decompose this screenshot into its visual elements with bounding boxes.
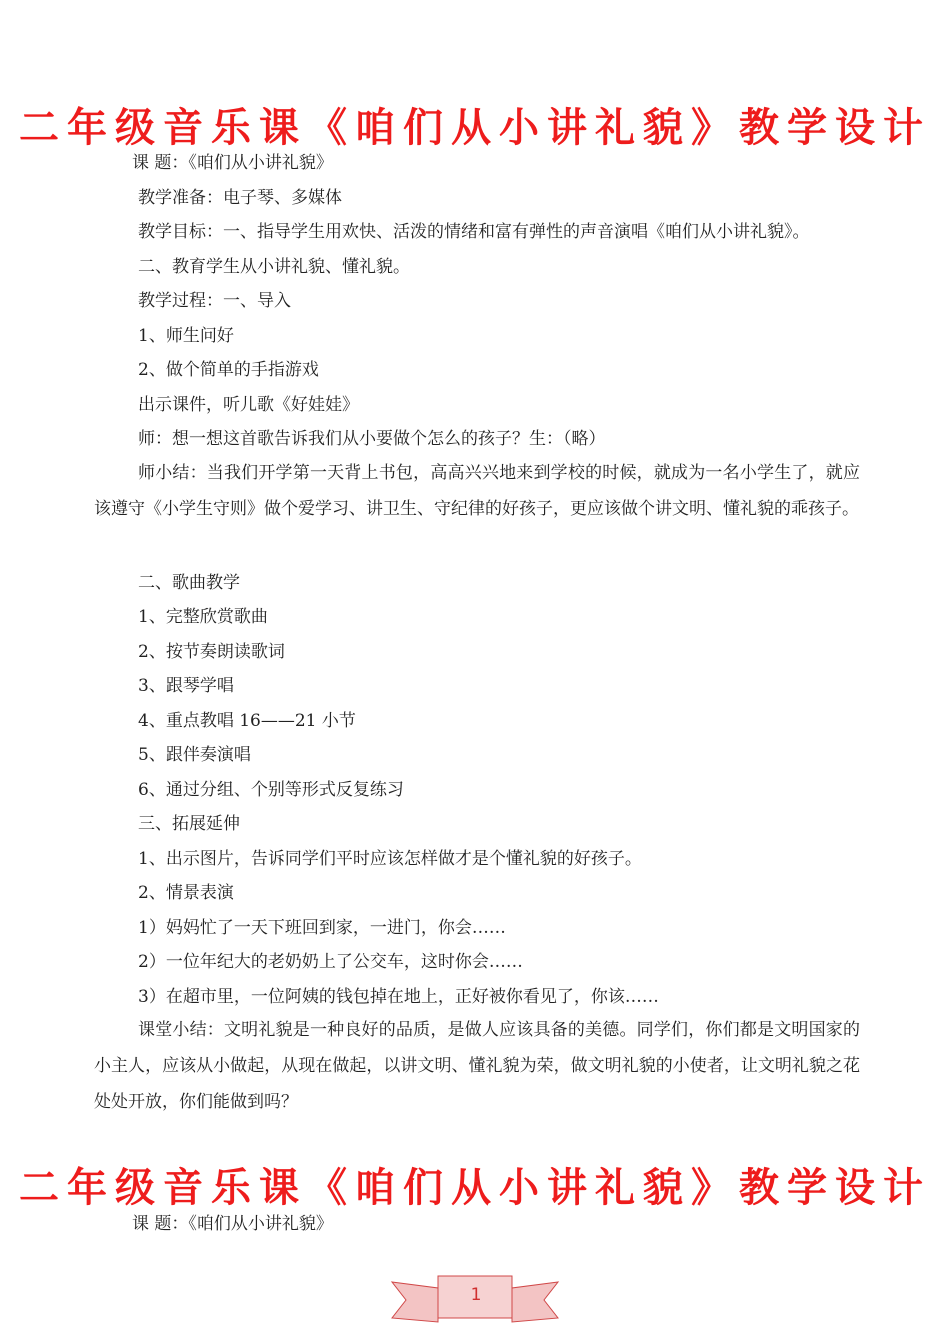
goal-line-2: 二、教育学生从小讲礼貌、懂礼貌。 (138, 257, 410, 277)
teacher-question: 师：想一想这首歌告诉我们从小要做个怎么的孩子？生：（略） (138, 429, 606, 449)
song-step-4: 4、重点教唱 16——21 小节 (138, 711, 356, 731)
extension-1: 1、出示图片，告诉同学们平时应该怎样做才是个懂礼貌的好孩子。 (138, 849, 642, 869)
scene-1: 1）妈妈忙了一天下班回到家，一进门，你会…… (138, 918, 506, 938)
section-3-heading: 三、拓展延伸 (138, 814, 240, 834)
subject-line: 课 题：《咱们从小讲礼貌》 (132, 153, 333, 173)
process-heading: 教学过程：一、导入 (138, 291, 291, 311)
scene-3: 3）在超市里，一位阿姨的钱包掉在地上，正好被你看见了，你该…… (138, 987, 659, 1007)
teacher-summary-paragraph: 师小结：当我们开学第一天背上书包，高高兴兴地来到学校的时候，就成为一名小学生了，就应该遵守《小学生守则》做个爱学习、讲卫生、守纪律的好孩子，更应该做个讲文明、懂礼貌的乖孩子。 (94, 463, 860, 519)
page-number: 1 (470, 1285, 482, 1305)
goal-line-1: 教学目标：一、指导学生用欢快、活泼的情绪和富有弹性的声音演唱《咱们从小讲礼貌》。 (138, 222, 810, 242)
extension-2: 2、情景表演 (138, 883, 234, 903)
song-step-6: 6、通过分组、个别等形式反复练习 (138, 780, 404, 800)
scene-2: 2）一位年纪大的老奶奶上了公交车，这时你会…… (138, 952, 523, 972)
subject-line-repeat: 课 题：《咱们从小讲礼貌》 (132, 1214, 333, 1234)
class-summary-paragraph: 课堂小结：文明礼貌是一种良好的品质，是做人应该具备的美德。同学们，你们都是文明国家的小主人，应该从小做起，从现在做起，以讲文明、懂礼貌为荣，做文明礼貌的小使者，让文明礼貌之花处处开放，你们能做到吗？ (94, 1020, 860, 1112)
page-title-repeat: 二年级音乐课《咱们从小讲礼貌》教学设计 (19, 1165, 931, 1211)
song-step-3: 3、跟琴学唱 (138, 676, 234, 696)
song-step-2: 2、按节奏朗读歌词 (138, 642, 285, 662)
step-1: 1、师生问好 (138, 326, 234, 346)
song-step-5: 5、跟伴奏演唱 (138, 745, 251, 765)
page-title: 二年级音乐课《咱们从小讲礼貌》教学设计 (19, 105, 931, 151)
section-2-heading: 二、歌曲教学 (138, 573, 240, 593)
courseware-line: 出示课件，听儿歌《好娃娃》 (138, 395, 359, 415)
preparation-line: 教学准备：电子琴、多媒体 (138, 188, 342, 208)
step-2: 2、做个简单的手指游戏 (138, 360, 319, 380)
song-step-1: 1、完整欣赏歌曲 (138, 607, 268, 627)
